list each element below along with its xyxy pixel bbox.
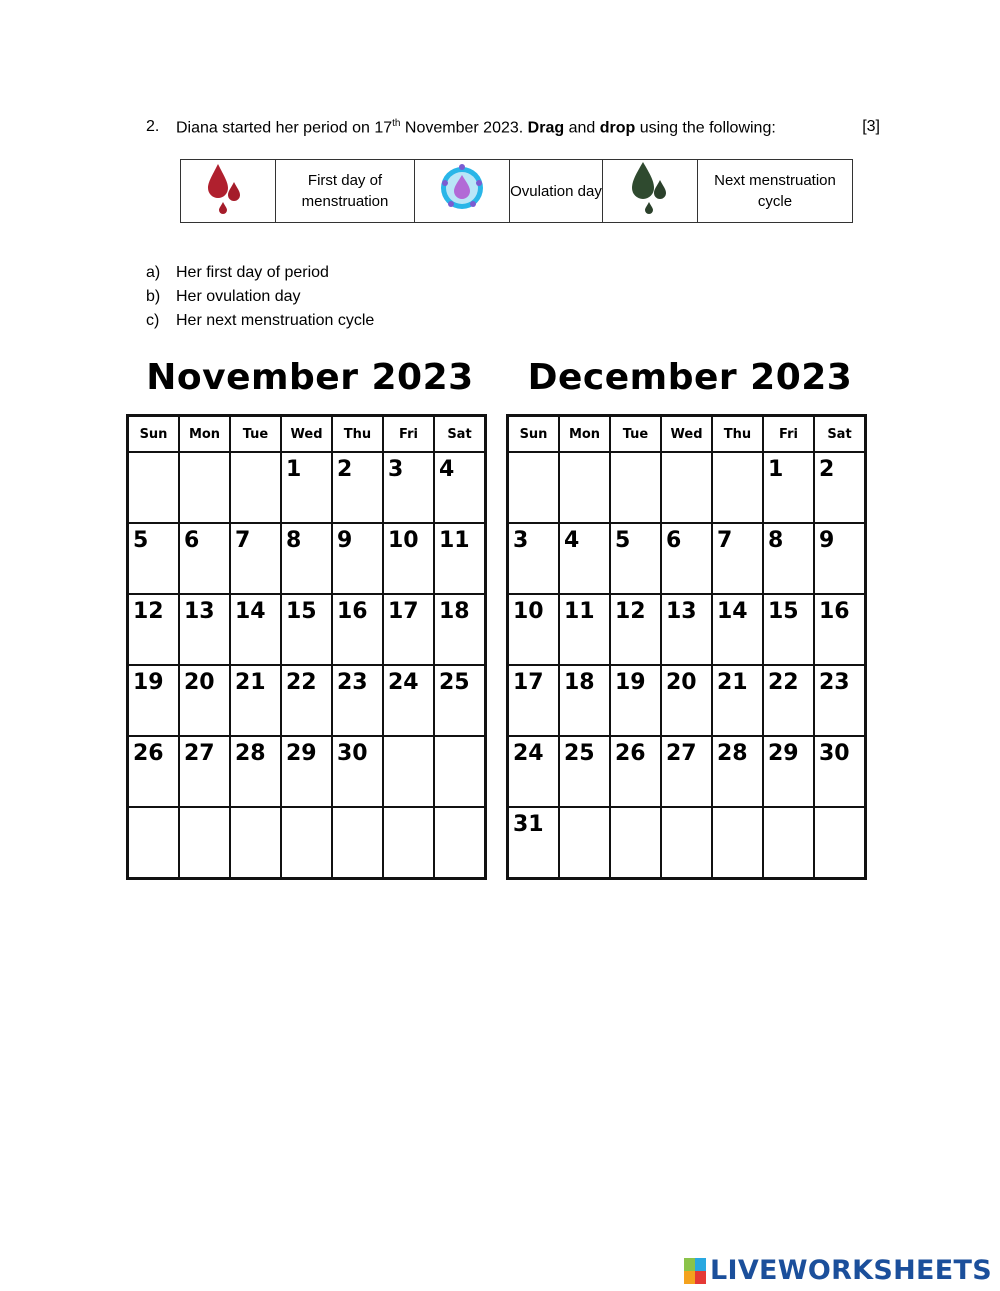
calendar-day-cell[interactable] (712, 594, 763, 665)
calendar-day-cell[interactable] (712, 807, 763, 879)
calendar-day-cell[interactable] (179, 807, 230, 879)
november-title: November 2023 (146, 357, 474, 398)
calendar-day-cell[interactable] (332, 452, 383, 523)
calendar-day-number: 20 (666, 670, 697, 695)
calendar-day-number: 18 (439, 599, 470, 624)
calendar-day-number: 27 (184, 741, 215, 766)
calendar-week-row (128, 665, 486, 736)
calendar-day-cell[interactable] (332, 665, 383, 736)
calendar-day-number: 1 (286, 457, 302, 482)
calendar-day-cell[interactable] (763, 594, 814, 665)
calendar-day-cell[interactable] (434, 523, 486, 594)
calendar-day-number: 11 (564, 599, 595, 624)
calendar-day-cell[interactable] (814, 807, 866, 879)
calendar-day-cell[interactable] (281, 807, 332, 879)
calendar-day-cell[interactable] (128, 807, 180, 879)
calendar-day-cell[interactable] (434, 807, 486, 879)
calendar-day-cell[interactable] (763, 452, 814, 523)
calendar-day-number: 27 (666, 741, 697, 766)
legend-next-cycle-icon-cell[interactable] (603, 160, 698, 223)
calendar-day-cell[interactable] (712, 736, 763, 807)
calendar-day-cell[interactable] (610, 452, 661, 523)
calendar-day-number (560, 453, 609, 457)
question-text-start: Diana started her period on 17 (176, 119, 393, 137)
calendar-day-number: 13 (666, 599, 697, 624)
calendar-day-number: 16 (337, 599, 368, 624)
calendar-day-number: 26 (615, 741, 646, 766)
calendar-day-number: 10 (513, 599, 544, 624)
calendar-day-cell[interactable] (712, 523, 763, 594)
calendar-day-cell[interactable] (128, 665, 180, 736)
calendar-week-row (128, 452, 486, 523)
calendar-day-cell[interactable] (230, 452, 281, 523)
calendar-day-number (333, 808, 382, 812)
calendar-day-number (180, 808, 229, 812)
legend-table (180, 159, 853, 223)
calendar-day-number: 6 (184, 528, 200, 553)
and-word: and (564, 119, 600, 137)
calendar-day-number: 4 (439, 457, 455, 482)
weekday-header: Mon (179, 416, 230, 453)
weekday-header: Tue (230, 416, 281, 453)
calendar-day-number: 8 (768, 528, 784, 553)
calendar-day-cell[interactable] (508, 807, 560, 879)
calendar-day-number: 2 (819, 457, 835, 482)
calendar-day-cell[interactable] (661, 807, 712, 879)
calendar-day-cell[interactable] (230, 523, 281, 594)
calendar-day-number: 17 (388, 599, 419, 624)
calendar-day-cell[interactable] (383, 523, 434, 594)
weekday-header: Wed (281, 416, 332, 453)
calendar-week-row (128, 594, 486, 665)
question-text-mid: November 2023. (400, 119, 528, 137)
calendar-day-cell[interactable] (179, 452, 230, 523)
calendar-day-cell[interactable] (179, 594, 230, 665)
calendar-day-number: 20 (184, 670, 215, 695)
calendar-day-cell[interactable] (610, 594, 661, 665)
calendar-day-cell[interactable] (712, 452, 763, 523)
calendar-day-cell[interactable] (610, 736, 661, 807)
calendar-day-cell[interactable] (559, 736, 610, 807)
drag-word: Drag (527, 119, 565, 137)
november-calendar (126, 414, 487, 880)
calendar-day-number: 16 (819, 599, 850, 624)
calendar-day-number: 12 (615, 599, 646, 624)
calendar-day-cell[interactable] (128, 452, 180, 523)
legend-ovulation-icon-cell[interactable] (415, 160, 510, 223)
weekday-header-row (128, 416, 486, 453)
calendar-day-number: 13 (184, 599, 215, 624)
calendar-day-cell[interactable] (610, 523, 661, 594)
calendar-day-number (611, 453, 660, 457)
calendar-day-number (713, 453, 762, 457)
calendar-day-cell[interactable] (281, 594, 332, 665)
calendar-week-row (128, 807, 486, 879)
calendar-day-cell[interactable] (281, 665, 332, 736)
calendar-day-number: 22 (286, 670, 317, 695)
calendar-day-cell[interactable] (661, 594, 712, 665)
calendar-day-cell[interactable] (559, 523, 610, 594)
calendar-week-row (128, 523, 486, 594)
calendar-day-number: 14 (235, 599, 266, 624)
weekday-header: Sun (508, 416, 560, 453)
calendar-day-cell[interactable] (179, 665, 230, 736)
calendar-week-row (508, 594, 866, 665)
calendar-day-cell[interactable] (661, 665, 712, 736)
calendar-day-number (129, 808, 178, 812)
calendar-day-cell[interactable] (763, 665, 814, 736)
calendar-day-cell[interactable] (814, 452, 866, 523)
calendar-day-number: 9 (819, 528, 835, 553)
marks-label: [3] (862, 118, 880, 135)
calendar-day-cell[interactable] (559, 594, 610, 665)
red-blood-drops-icon[interactable] (203, 160, 253, 216)
calendar-day-cell[interactable] (814, 594, 866, 665)
calendar-day-number (662, 453, 711, 457)
calendar-week-row (508, 736, 866, 807)
liveworksheets-wordmark: LIVEWORKSHEETS (709, 1255, 992, 1286)
calendar-day-number: 21 (235, 670, 266, 695)
sub-question-text: Her first day of period (176, 264, 329, 281)
calendar-day-number: 30 (819, 741, 850, 766)
calendar-day-cell[interactable] (814, 523, 866, 594)
calendar-day-number (180, 453, 229, 457)
calendar-day-cell[interactable] (179, 736, 230, 807)
calendar-week-row (508, 523, 866, 594)
calendar-day-cell[interactable] (610, 665, 661, 736)
calendar-day-cell[interactable] (383, 665, 434, 736)
calendar-week-row (508, 452, 866, 523)
calendar-day-number: 24 (388, 670, 419, 695)
weekday-header: Mon (559, 416, 610, 453)
calendar-day-number: 10 (388, 528, 419, 553)
question-text-end: using the following: (635, 119, 776, 137)
calendar-day-cell[interactable] (508, 452, 560, 523)
calendar-day-cell[interactable] (814, 665, 866, 736)
calendar-day-cell[interactable] (661, 452, 712, 523)
calendar-day-cell[interactable] (763, 736, 814, 807)
weekday-header: Fri (383, 416, 434, 453)
calendar-day-number: 28 (717, 741, 748, 766)
calendar-day-cell[interactable] (179, 523, 230, 594)
calendar-day-number: 24 (513, 741, 544, 766)
sub-question-text: Her next menstruation cycle (176, 312, 375, 329)
weekday-header: Sat (814, 416, 866, 453)
calendar-day-number: 9 (337, 528, 353, 553)
calendar-day-number: 7 (717, 528, 733, 553)
weekday-header: Thu (332, 416, 383, 453)
calendar-day-cell[interactable] (508, 594, 560, 665)
calendar-day-number (611, 808, 660, 812)
calendar-day-number: 7 (235, 528, 251, 553)
calendar-day-number: 15 (768, 599, 799, 624)
calendar-day-cell[interactable] (230, 736, 281, 807)
calendar-day-number (815, 808, 864, 812)
calendar-day-cell[interactable] (434, 736, 486, 807)
sub-question-marker: b) (146, 288, 161, 305)
calendar-day-number: 29 (286, 741, 317, 766)
calendar-day-number (384, 737, 433, 741)
calendar-day-cell[interactable] (559, 452, 610, 523)
calendar-day-number: 31 (513, 812, 544, 837)
calendar-day-number: 14 (717, 599, 748, 624)
calendar-day-cell[interactable] (281, 523, 332, 594)
calendar-day-cell[interactable] (383, 807, 434, 879)
calendar-week-row (128, 736, 486, 807)
calendar-day-cell[interactable] (128, 523, 180, 594)
calendar-day-cell[interactable] (763, 807, 814, 879)
calendar-day-number: 30 (337, 741, 368, 766)
calendar-day-cell[interactable] (559, 665, 610, 736)
weekday-header: Fri (763, 416, 814, 453)
liveworksheets-logo (684, 1255, 992, 1286)
calendar-day-number: 2 (337, 457, 353, 482)
calendar-day-number: 26 (133, 741, 164, 766)
calendar-day-number (435, 808, 484, 812)
calendar-day-number: 3 (513, 528, 529, 553)
calendar-day-cell[interactable] (434, 594, 486, 665)
calendar-day-number: 12 (133, 599, 164, 624)
calendar-week-row (508, 665, 866, 736)
calendar-day-number (282, 808, 331, 812)
sub-question-marker: a) (146, 264, 161, 281)
calendar-day-number: 25 (439, 670, 470, 695)
calendar-day-number (129, 453, 178, 457)
weekday-header: Sat (434, 416, 486, 453)
calendar-day-number: 11 (439, 528, 470, 553)
calendar-day-number: 23 (819, 670, 850, 695)
legend-first-day-label: First day of menstruation (276, 160, 415, 223)
calendar-day-number: 17 (513, 670, 544, 695)
weekday-header: Thu (712, 416, 763, 453)
calendar-day-cell[interactable] (230, 807, 281, 879)
green-drops-icon[interactable] (625, 160, 675, 216)
calendar-day-cell[interactable] (661, 523, 712, 594)
calendar-day-number (662, 808, 711, 812)
weekday-header: Sun (128, 416, 180, 453)
calendar-day-cell[interactable] (559, 807, 610, 879)
legend-next-cycle-label: Next menstruation cycle (698, 160, 853, 223)
calendar-day-number: 28 (235, 741, 266, 766)
calendar-day-number: 25 (564, 741, 595, 766)
legend-ovulation-label: Ovulation day (510, 160, 603, 223)
calendar-week-row (508, 807, 866, 879)
weekday-header-row (508, 416, 866, 453)
calendar-day-cell[interactable] (434, 452, 486, 523)
calendar-day-number: 22 (768, 670, 799, 695)
calendar-day-cell[interactable] (383, 736, 434, 807)
calendar-day-number: 1 (768, 457, 784, 482)
calendar-day-number (231, 453, 280, 457)
calendar-day-cell[interactable] (332, 807, 383, 879)
calendar-day-number: 19 (615, 670, 646, 695)
calendar-day-number: 8 (286, 528, 302, 553)
calendar-day-number (231, 808, 280, 812)
liveworksheets-logo-icon (684, 1258, 706, 1284)
calendar-day-number (435, 737, 484, 741)
calendar-day-number: 6 (666, 528, 682, 553)
calendar-day-cell[interactable] (230, 665, 281, 736)
calendar-day-cell[interactable] (281, 736, 332, 807)
question-number: 2. (146, 118, 160, 135)
question-text (176, 118, 776, 137)
calendar-day-number: 3 (388, 457, 404, 482)
calendar-day-number: 5 (133, 528, 149, 553)
calendar-day-number: 19 (133, 670, 164, 695)
calendar-day-number: 4 (564, 528, 580, 553)
sub-question-marker: c) (146, 312, 160, 329)
calendar-day-cell[interactable] (281, 452, 332, 523)
calendar-day-cell[interactable] (230, 594, 281, 665)
calendar-day-cell[interactable] (508, 523, 560, 594)
weekday-header: Tue (610, 416, 661, 453)
calendar-day-cell[interactable] (128, 594, 180, 665)
weekday-header: Wed (661, 416, 712, 453)
calendar-day-number: 18 (564, 670, 595, 695)
calendar-day-number: 5 (615, 528, 631, 553)
calendar-day-number (384, 808, 433, 812)
december-title: December 2023 (527, 357, 853, 398)
ordinal-suffix: th (392, 118, 401, 129)
calendar-day-number: 23 (337, 670, 368, 695)
december-calendar (506, 414, 867, 880)
calendar-day-number (764, 808, 813, 812)
calendar-day-number: 15 (286, 599, 317, 624)
calendar-day-cell[interactable] (712, 665, 763, 736)
calendar-day-cell[interactable] (383, 452, 434, 523)
legend-first-day-icon-cell[interactable] (181, 160, 276, 223)
sub-question-text: Her ovulation day (176, 288, 301, 305)
ovum-icon[interactable] (437, 163, 487, 213)
calendar-day-cell[interactable] (332, 594, 383, 665)
calendar-day-cell[interactable] (332, 736, 383, 807)
calendar-day-cell[interactable] (508, 736, 560, 807)
calendar-day-number (713, 808, 762, 812)
calendar-day-number: 29 (768, 741, 799, 766)
calendar-day-cell[interactable] (814, 736, 866, 807)
calendar-day-number (560, 808, 609, 812)
calendar-day-number (509, 453, 558, 457)
calendar-day-cell[interactable] (434, 665, 486, 736)
calendar-day-cell[interactable] (763, 523, 814, 594)
calendar-day-cell[interactable] (332, 523, 383, 594)
calendar-day-cell[interactable] (661, 736, 712, 807)
calendar-day-cell[interactable] (610, 807, 661, 879)
calendar-day-cell[interactable] (128, 736, 180, 807)
calendar-day-cell[interactable] (508, 665, 560, 736)
drop-word: drop (599, 119, 636, 137)
calendar-day-cell[interactable] (383, 594, 434, 665)
calendar-day-number: 21 (717, 670, 748, 695)
